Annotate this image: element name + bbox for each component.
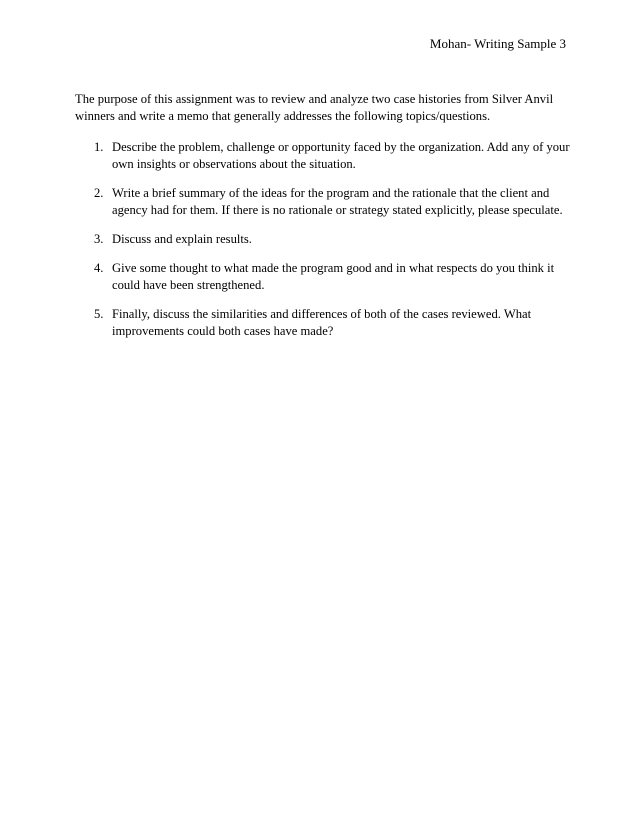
list-item-text: Give some thought to what made the program good and in what respects do you think it could have been strengthened. (112, 261, 555, 292)
topics-list (75, 139, 575, 340)
list-item-number: 3. (94, 232, 104, 246)
page-header: Mohan- Writing Sample 3 (429, 36, 566, 51)
list-item-number: 2. (94, 186, 104, 200)
list-item-text: Discuss and explain results. (112, 232, 252, 246)
document-body (75, 91, 575, 352)
list-item-text: Write a brief summary of the ideas for the program and the rationale that the client and agency had for them. If there is no rationale or strategy stated explicitly, please speculate. (112, 186, 563, 217)
intro-paragraph: The purpose of this assignment was to review and analyze two case histories from Silver Anvil winners and write a memo that generally addresses the following topics/questions. (75, 92, 554, 123)
list-item (75, 260, 575, 294)
list-item (75, 306, 575, 340)
list-item (75, 231, 575, 248)
list-item-text: Finally, discuss the similarities and differences of both of the cases reviewed. What improvements could both cases have made? (112, 307, 532, 338)
list-item (75, 185, 575, 219)
list-item-number: 4. (94, 261, 104, 275)
list-item-number: 5. (94, 307, 104, 321)
list-item-text: Describe the problem, challenge or opportunity faced by the organization. Add any of your own insights or observations about the situation. (112, 140, 570, 171)
list-item-number: 1. (94, 140, 104, 154)
list-item (75, 139, 575, 173)
